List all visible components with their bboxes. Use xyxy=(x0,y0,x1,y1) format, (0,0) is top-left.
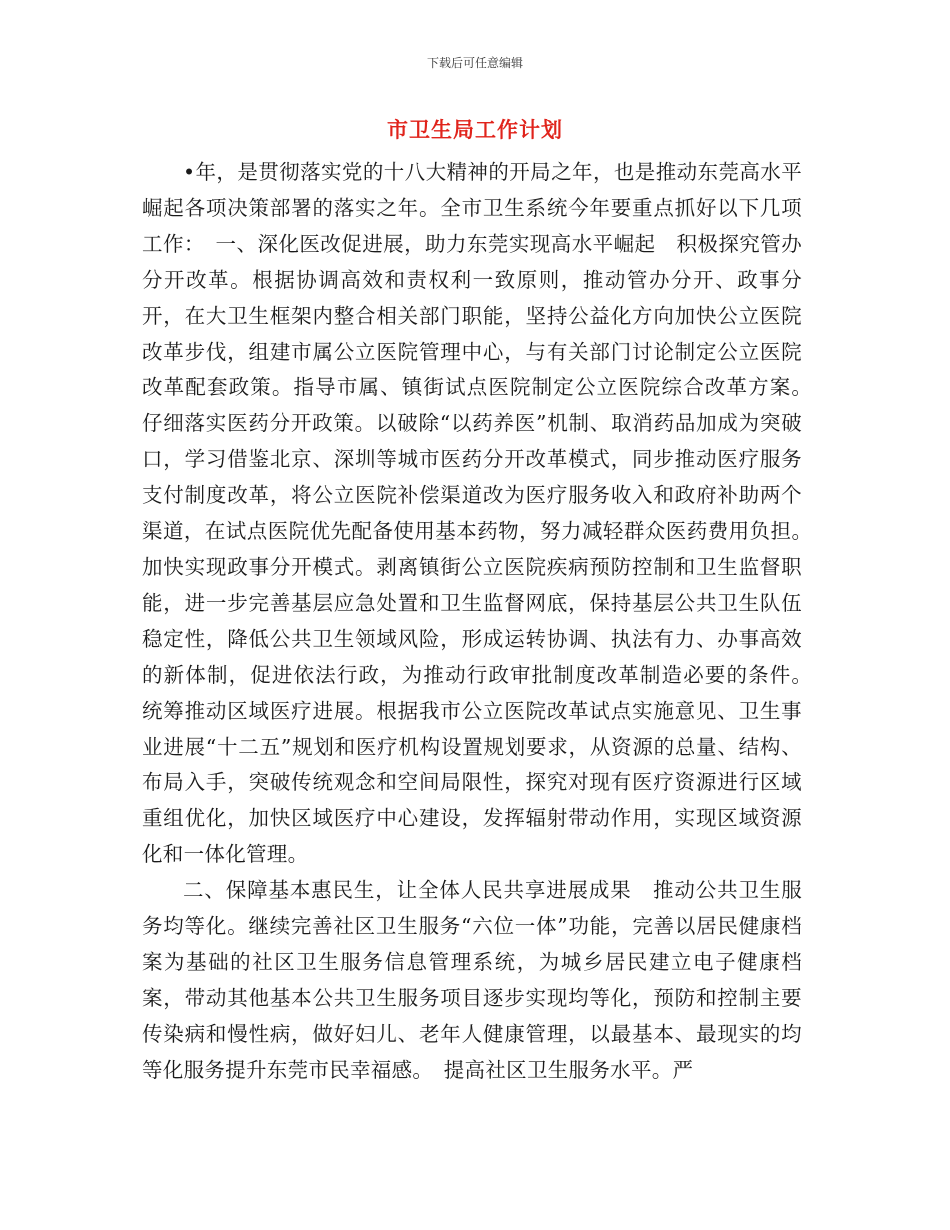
paragraph-2: 二、保障基本惠民生，让全体人民共享进展成果 推动公共卫生服务均等化。继续完善社区卫生服务“六位一体”功能，完善以居民健康档案为基础的社区卫生服务信息管理系统，为城乡居民建立电子健康档案，带动其他基本公共卫生服务项目逐步实现均等化，预防和控制主要传染病和慢性病，做好妇儿、老年人健康管理，以最基本、最现实的均等化服务提升东莞市民幸福感。 提高社区卫生服务水平。严 xyxy=(142,878,802,1082)
document-title: 市卫生局工作计划 xyxy=(387,118,563,142)
paragraph-1: •年，是贯彻落实党的十八大精神的开局之年，也是推动东莞高水平崛起各项决策部署的落实之年。全市卫生系统今年要重点抓好以下几项工作： 一、深化医改促进展，助力东莞实现高水平崛起 积极探究管办分开改革。根据协调高效和责权利一致原则，推动管办分开、政事分开，在大卫生框架内整合相关部门职能，坚持公益化方向加快公立医院改革步伐，组建市属公立医院管理中心，与有关部门讨论制定公立医院改革配套政策。指导市属、镇街试点医院制定公立医院综合改革方案。 仔细落实医药分开政策。以破除“以药养医”机制、取消药品加成为突破口，学习借鉴北京、深圳等城市医药分开改革模式，同步推动医疗服务支付制度改革，将公立医院补偿渠道改为医疗服务收入和政府补助两个渠道，在试点医院优先配备使用基本药物，努力减轻群众医药费用负担。 加快实现政事分开模式。剥离镇街公立医院疾病预防控制和卫生监督职能，进一步完善基层应急处置和卫生监督网底，保持基层公共卫生队伍稳定性，降低公共卫生领域风险，形成运转协调、执法有力、办事高效的新体制，促进依法行政，为推动行政审批制度改革制造必要的条件。 统筹推动区域医疗进展。根据我市公立医院改革试点实施意见、卫生事业进展“十二五”规划和医疗机构设置规划要求，从资源的总量、结构、布局入手，突破传统观念和空间局限性，探究对现有医疗资源进行区域重组优化，加快区域医疗中心建设，发挥辐射带动作用，实现区域资源化和一体化管理。 xyxy=(142,160,823,867)
document-body xyxy=(142,155,823,1089)
header-note: 下载后可任意编辑 xyxy=(426,56,523,70)
